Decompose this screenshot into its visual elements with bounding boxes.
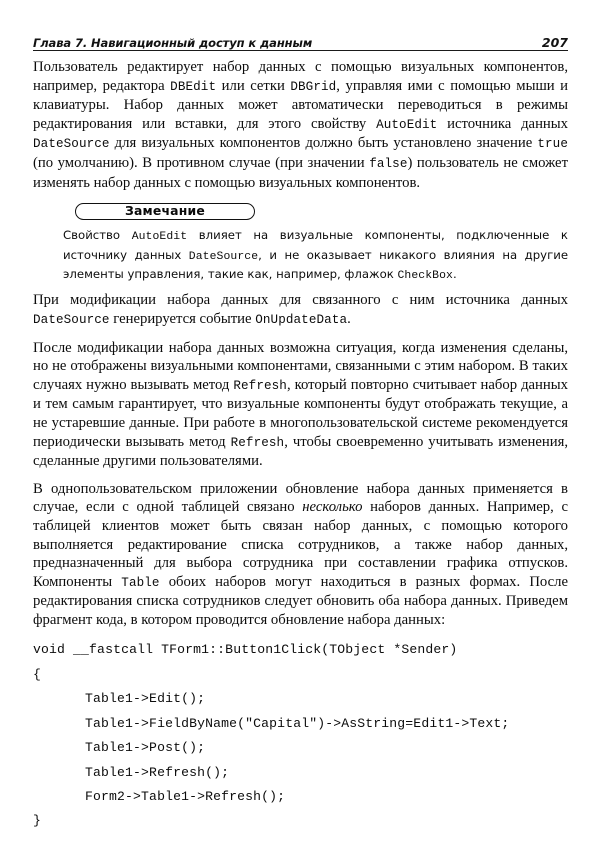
text-run: , и не оказывает никакого влияния на другие элементы управления, такие как, например, флажок [63,247,569,281]
text-run: обоих наборов могут находиться в разных формах. После редактирования списка сотрудников следует обновить оба набора данных. Приведем фрагмент кода, в котором проводится обновление набора данных: [33,573,569,628]
paragraph-2 [33,291,568,329]
paragraph-3 [33,339,568,471]
code-listing [33,638,568,833]
text-run: ) пользователь не сможет изменять набор данных с помощью визуальных компонентов. [33,154,568,191]
code-line: Table1->FieldByName("Capital")->AsString=Edit1->Text; [85,715,510,731]
text-run: , управляя ими с помощью мыши и клавиатуры. Набор данных может автоматически переводиться в режимы редактирования или вставки, для этого свойству [33,77,568,132]
text-run: . [347,310,351,327]
code-line: } [33,813,42,829]
running-head [33,28,568,50]
code-term-refresh: Refresh [233,378,287,393]
code-term-table: Table [121,575,160,590]
code-line: Table1->Edit(); [85,691,206,707]
code-line: Table1->Post(); [85,740,206,756]
text-run: для визуальных компонентов должно быть установлено значение [109,135,538,152]
text-run: Свойство [63,228,132,243]
text-run: или сетки [216,77,291,94]
code-line: { [33,666,42,682]
code-line: void __fastcall TForm1::Button1Click(TObject *Sender) [33,642,458,658]
note-label-pill [75,203,255,220]
page-content [33,58,568,834]
code-term-dbgrid: DBGrid [290,79,337,94]
code-term-autoedit: AutoEdit [376,117,438,132]
code-line: Table1->Refresh(); [85,764,230,780]
text-run: , который повторно считывает набор данных и тем самым гарантирует, что визуальные компоненты будут отображать текущие, а не устаревшие данные. При работе в многопользовательской системе рекомендуется периодически вызывать метод [33,376,568,450]
text-run: источника данных [437,115,568,132]
code-term-false: false [369,156,408,171]
code-term-onupdatedata: OnUpdateData [255,312,348,327]
code-term-datesource: DateSource [33,137,110,152]
code-term-datesource: DateSource [33,312,110,327]
text-run: влияет на визуальные компоненты, подключенные к источнику данных [63,228,568,262]
text-run: При модификации набора данных для связанного с ним источника данных [33,292,568,309]
code-term-datesource: DateSource [188,250,259,263]
header-divider [33,50,568,51]
code-term-refresh: Refresh [230,435,285,450]
text-run: В однопользовательском приложении обновление набора данных применяется в случае, если с одной таблицей связано [33,480,568,516]
code-term-autoedit: AutoEdit [131,231,188,244]
emphasis-run: несколько [302,499,363,516]
text-run: Пользователь редактирует набор данных с помощью визуальных компонентов, например, редактора [33,59,568,94]
text-run: генерируется событие [109,310,256,327]
note-callout [33,203,568,285]
note-body [63,227,568,285]
page-number: 207 [541,35,568,50]
text-run: , чтобы своевременно учитывать изменения, сделанные другими пользователями. [33,433,568,470]
text-run: После модификации набора данных возможна ситуация, когда изменения сделаны, но не отображены визуальными компонентами, связанными с этим набором. В таких случаях нужно вызывать метод [33,339,568,393]
code-term-true: true [537,137,568,152]
chapter-title: Глава 7. Навигационный доступ к данным [33,36,313,50]
paragraph-4 [33,480,568,630]
code-term-dbedit: DBEdit [170,79,217,94]
code-term-checkbox: CheckBox [397,269,453,282]
paragraph-1 [33,58,568,192]
note-label: Замечание [124,203,205,219]
text-run: (по умолчанию). В противном случае (при значении [33,154,370,171]
text-run: . [452,266,457,281]
text-run: наборов данных. Например, с таблицей клиентов может быть связан набор данных, с помощью которого выполняется редактирование списка сотрудников, а также набор данных, предназначенный для выбора сотрудника при составлении графика отпусков. Компоненты [33,499,568,590]
code-line: Form2->Table1->Refresh(); [85,788,286,804]
